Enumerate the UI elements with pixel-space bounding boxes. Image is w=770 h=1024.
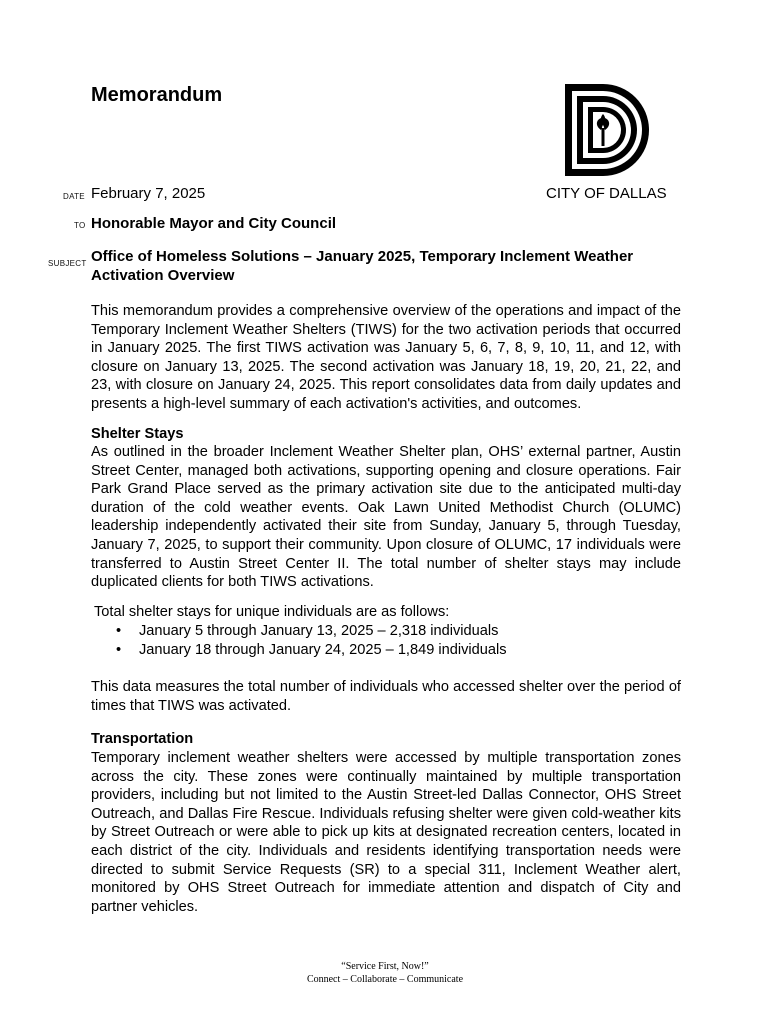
list-item-text: January 5 through January 13, 2025 – 2,318 individuals — [139, 623, 499, 639]
shelter-stays-heading: Shelter Stays — [91, 426, 184, 442]
footer-tagline: Connect – Collaborate – Communicate — [306, 974, 464, 985]
list-item: • January 18 through January 24, 2025 – 1,849 individuals — [116, 642, 507, 658]
transportation-heading: Transportation — [91, 731, 194, 747]
intro-paragraph: This memorandum provides a comprehensive overview of the operations and impact of the Temporary Inclement Weather Shelters (TIWS) for the two activation periods that occurred in January 2025. The first TIWS activation was January 5, 6, 7, 8, 9, 10, 11, and 12, with closure on January 13, 2025. The second activation was January 18, 19, 20, 21, 22, and 23, with closure on January 24, 2025. This report consolidates data from daily updates and presents a high-level summary of each activation's activities, and outcomes. — [91, 303, 681, 412]
to-label: TO — [74, 221, 86, 230]
shelter-stays-list — [113, 622, 507, 660]
list-item: • January 5 through January 13, 2025 – 2,318 individuals — [116, 623, 499, 639]
memo-date: February 7, 2025 — [91, 185, 206, 202]
memo-title: Memorandum — [91, 84, 223, 106]
memo-recipient: Honorable Mayor and City Council — [91, 215, 337, 232]
memo-subject: Office of Homeless Solutions – January 2025, Temporary Inclement Weather Activation Overview — [91, 248, 634, 284]
footer-slogan: “Service First, Now!” — [341, 961, 429, 972]
shelter-stays-lead: Total shelter stays for unique individuals are as follows: — [94, 604, 450, 620]
shelter-stays-paragraph: As outlined in the broader Inclement Weather Shelter plan, OHS’ external partner, Austin Street Center, managed both activations, supporting opening and closure operations. Fair Park Grand Place served as the primary activation site due to the anticipated multi-day duration of the cold weather events. Oak Lawn United Methodist Church (OLUMC) leadership independently activated their site from Sunday, January 5, through Tuesday, January 7, 2025, to support their community. Upon closure of OLUMC, 17 individuals were transferred to Austin Street Center II. The total number of shelter stays may include duplicated clients for both TIWS activations. — [91, 444, 681, 591]
city-name: CITY OF DALLAS — [546, 185, 667, 202]
footer — [0, 960, 770, 986]
city-of-dallas-logo-icon — [563, 82, 651, 178]
transportation-paragraph: Temporary inclement weather shelters were accessed by multiple transportation zones across the city. These zones were continually maintained by multiple transportation providers, including but not limited to the Austin Street-led Dallas Connector, OHS Street Outreach, and Dallas Fire Rescue. Individuals refusing shelter were given cold-weather kits by Street Outreach or were able to pick up kits at designated recreation centers, located in each district of the city. Individuals and residents identifying transportation needs were directed to submit Service Requests (SR) to a special 311, Inclement Weather alert, monitored by OHS Street Outreach for immediate attention and dispatch of City and partner vehicles. — [91, 750, 681, 915]
date-label: DATE — [63, 192, 85, 201]
list-item-text: January 18 through January 24, 2025 – 1,849 individuals — [139, 642, 507, 658]
subject-label: SUBJECT — [48, 259, 87, 268]
measure-paragraph: This data measures the total number of individuals who accessed shelter over the period of times that TIWS was activated. — [91, 679, 681, 714]
